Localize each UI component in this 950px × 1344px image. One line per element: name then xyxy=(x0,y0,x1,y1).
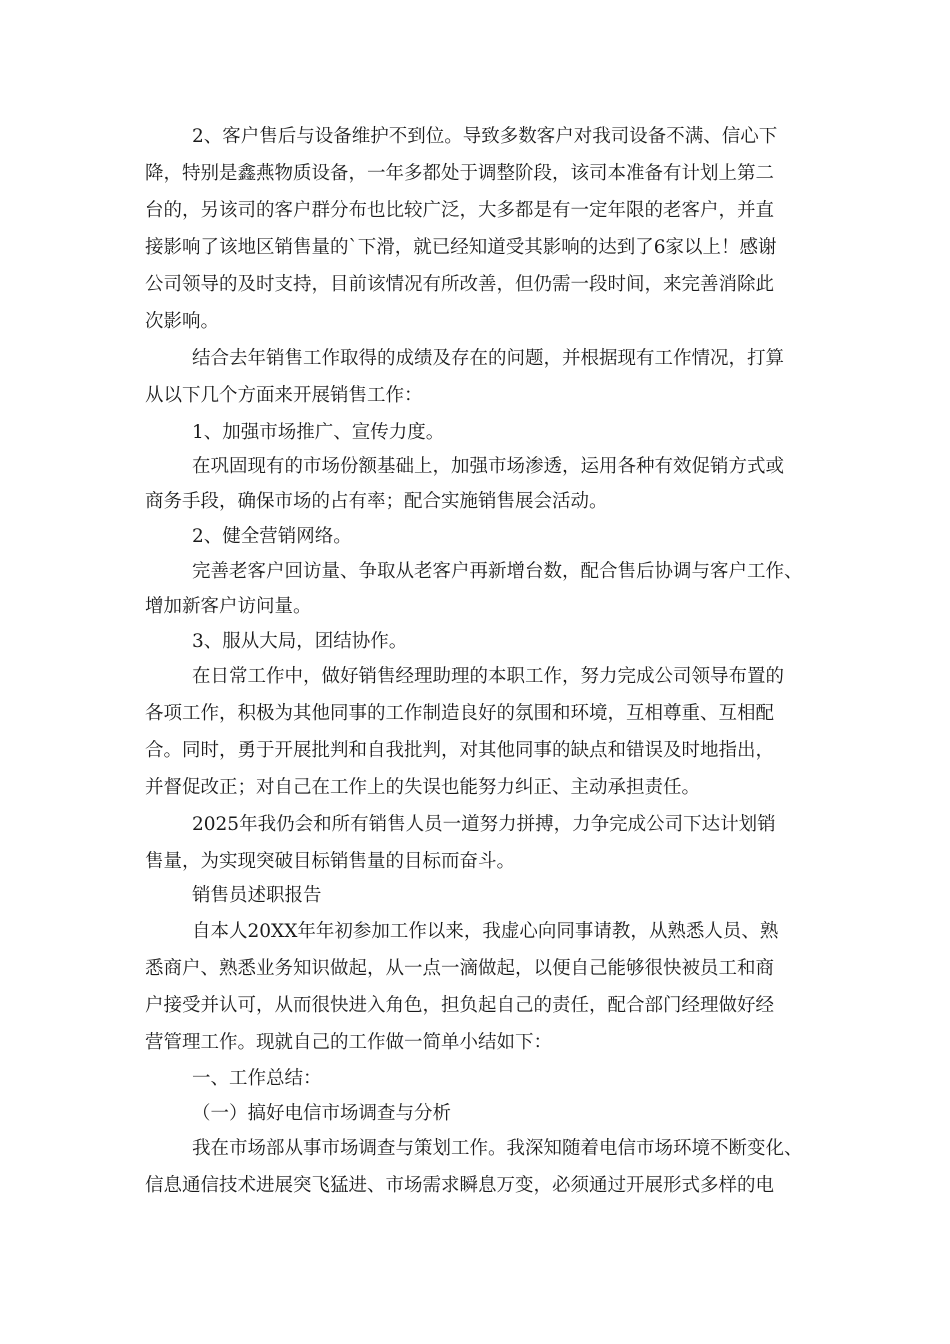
section-heading: 2、健全营销网络。 xyxy=(192,526,352,547)
text-line: 台的，另该司的客户群分布也比较广泛，大多都是有一定年限的老客户，并直 xyxy=(145,200,775,221)
text-line: 结合去年销售工作取得的成绩及存在的问题，并根据现有工作情况，打算 xyxy=(192,348,785,369)
text-line: 户接受并认可，从而很快进入角色，担负起自己的责任，配合部门经理做好经 xyxy=(145,995,775,1016)
section-heading: 3、服从大局，团结协作。 xyxy=(192,631,408,652)
text-line: 并督促改正；对自己在工作上的失误也能努力纠正、主动承担责任。 xyxy=(145,777,701,798)
text-line: 营管理工作。现就自己的工作做一简单小结如下： xyxy=(145,1032,553,1053)
text-line: 合。同时，勇于开展批判和自我批判，对其他同事的缺点和错误及时地指出， xyxy=(145,740,775,761)
text-line: 增加新客户访问量。 xyxy=(145,596,312,617)
text-line: 各项工作，积极为其他同事的工作制造良好的氛围和环境，互相尊重、互相配 xyxy=(145,703,775,724)
text-line: 自本人20XX年年初参加工作以来，我虚心向同事请教，从熟悉人员、熟 xyxy=(192,921,779,942)
text-line: 2025年我仍会和所有销售人员一道努力拼搏，力争完成公司下达计划销 xyxy=(192,814,776,835)
text-line: 次影响。 xyxy=(145,311,220,332)
subsection-heading: （一）搞好电信市场调查与分析 xyxy=(192,1103,452,1124)
text-line: 降，特别是鑫燕物质设备，一年多都处于调整阶段，该司本准备有计划上第二 xyxy=(145,163,775,184)
text-line: 在日常工作中，做好销售经理助理的本职工作，努力完成公司领导布置的 xyxy=(192,666,785,687)
text-line: 悉商户、熟悉业务知识做起，从一点一滴做起，以便自己能够很快被员工和商 xyxy=(145,958,775,979)
text-line: 接影响了该地区销售量的`下滑，就已经知道受其影响的达到了6家以上！感谢 xyxy=(145,237,777,258)
text-line: 从以下几个方面来开展销售工作： xyxy=(145,385,423,406)
section-heading: 1、加强市场推广、宣传力度。 xyxy=(192,422,445,443)
text-line: 售量，为实现突破目标销售量的目标而奋斗。 xyxy=(145,851,516,872)
report-title: 销售员述职报告 xyxy=(192,885,322,906)
text-line: 公司领导的及时支持，目前该情况有所改善，但仍需一段时间，来完善消除此 xyxy=(145,274,775,295)
text-line: 信息通信技术进展突飞猛进、市场需求瞬息万变，必须通过开展形式多样的电 xyxy=(145,1175,775,1196)
text-line: 在巩固现有的市场份额基础上，加强市场渗透，运用各种有效促销方式或 xyxy=(192,456,785,477)
section-heading: 一、工作总结： xyxy=(192,1068,322,1089)
text-line: 我在市场部从事市场调查与策划工作。我深知随着电信市场环境不断变化、 xyxy=(192,1138,803,1159)
text-line: 商务手段，确保市场的占有率；配合实施销售展会活动。 xyxy=(145,491,608,512)
text-line: 2、客户售后与设备维护不到位。导致多数客户对我司设备不满、信心下 xyxy=(192,126,778,147)
text-line: 完善老客户回访量、争取从老客户再新增台数，配合售后协调与客户工作、 xyxy=(192,561,803,582)
